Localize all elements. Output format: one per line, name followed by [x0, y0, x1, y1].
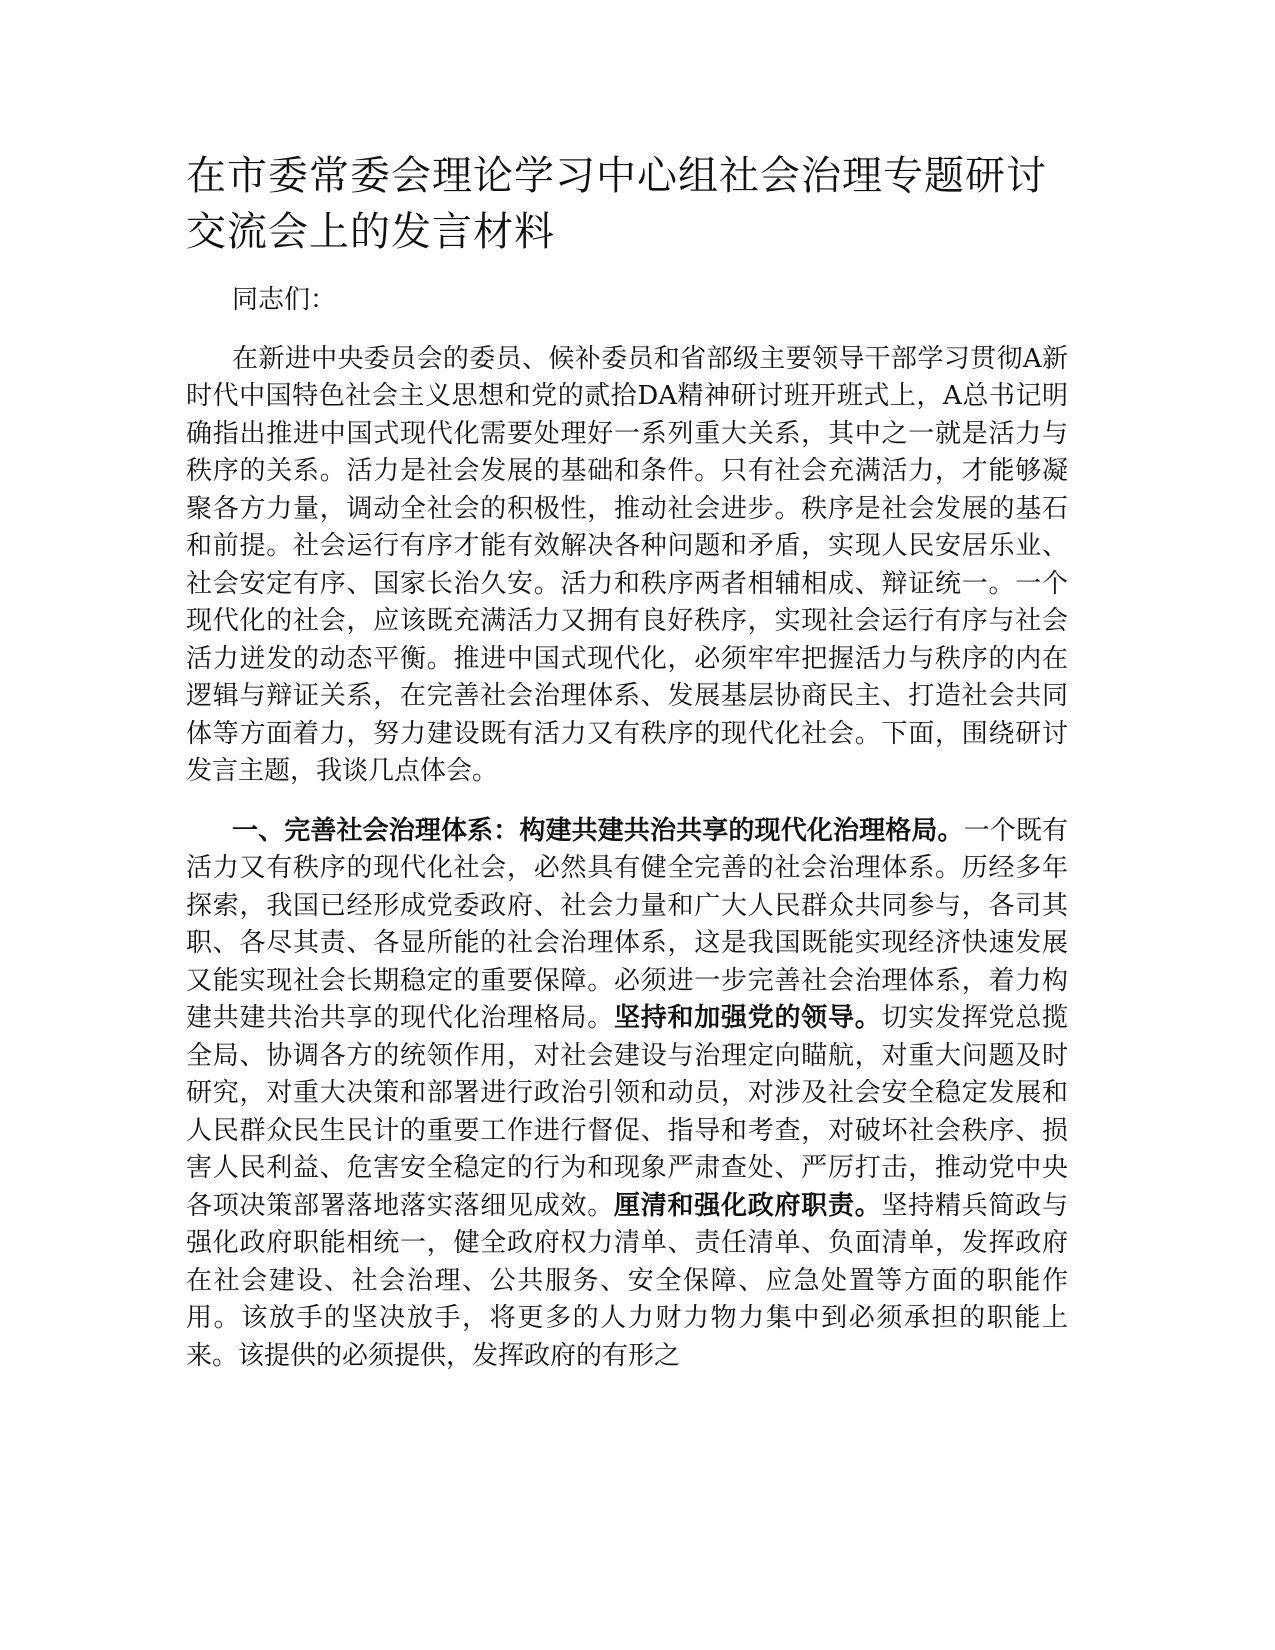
document-title: 在市委常委会理论学习中心组社会治理专题研讨交流会上的发言材料 — [186, 153, 1047, 255]
section-1-paragraph — [186, 813, 1068, 1376]
section-1-heading: 一、完善社会治理体系：构建共建共治共享的现代化治理格局。 — [232, 815, 964, 846]
salutation: 同志们： — [232, 285, 337, 315]
section-1-text-b: 切实发挥党总揽全局、协调各方的统领作用，对社会建设与治理定向瞄航，对重大问题及时研究，对重大决策和部署进行政治引领和动员，对涉及社会安全稳定发展和人民群众民生民计的重要工作进行督促、指导和考查，对破坏社会秩序、损害人民利益、危害安全稳定的行为和现象严肃查处、严厉打击，推动党中央各项决策部署落地落实落细见成效。 — [186, 1003, 1068, 1221]
point-party-leadership: 坚持和加强党的领导。 — [613, 1003, 882, 1033]
intro-paragraph: 在新进中央委员会的委员、候补委员和省部级主要领导干部学习贯彻A新时代中国特色社会主义思想和党的贰拾DA精神研讨班开班式上，A总书记明确指出推进中国式现代化需要处理好一系列重大关系，其中之一就是活力与秩序的关系。活力是社会发展的基础和条件。只有社会充满活力，才能够凝聚各方力量，调动全社会的积极性，推动社会进步。秩序是社会发展的基石和前提。社会运行有序才能有效解决各种问题和矛盾，实现人民安居乐业、社会安定有序、国家长治久安。活力和秩序两者相辅相成、辩证统一。一个现代化的社会，应该既充满活力又拥有良好秩序，实现社会运行有序与社会活力迸发的动态平衡。推进中国式现代化，必须牢牢把握活力与秩序的内在逻辑与辩证关系，在完善社会治理体系、发展基层协商民主、打造社会共同体等方面着力，努力建设既有活力又有秩序的现代化社会。下面，围绕研讨发言主题，我谈几点体会。 — [186, 343, 1068, 786]
document-page — [186, 148, 1068, 1375]
point-government-duties: 厘清和强化政府职责。 — [613, 1190, 882, 1221]
section-1-text-c: 坚持精兵简政与强化政府职能相统一，健全政府权力清单、责任清单、负面清单，发挥政府在社会建设、社会治理、公共服务、安全保障、应急处置等方面的职能作用。该放手的坚决放手，将更多的人力财力物力集中到必须承担的职能上来。该提供的必须提供，发挥政府的有形之 — [186, 1190, 1068, 1371]
section-1-text-a: 一个既有活力又有秩序的现代化社会，必然具有健全完善的社会治理体系。历经多年探索，我国已经形成党委政府、社会力量和广大人民群众共同参与，各司其职、各尽其责、各显所能的社会治理体系，这是我国既能实现经济快速发展又能实现社会长期稳定的重要保障。必须进一步完善社会治理体系，着力构建共建共治共享的现代化治理格局。 — [186, 815, 1068, 1033]
